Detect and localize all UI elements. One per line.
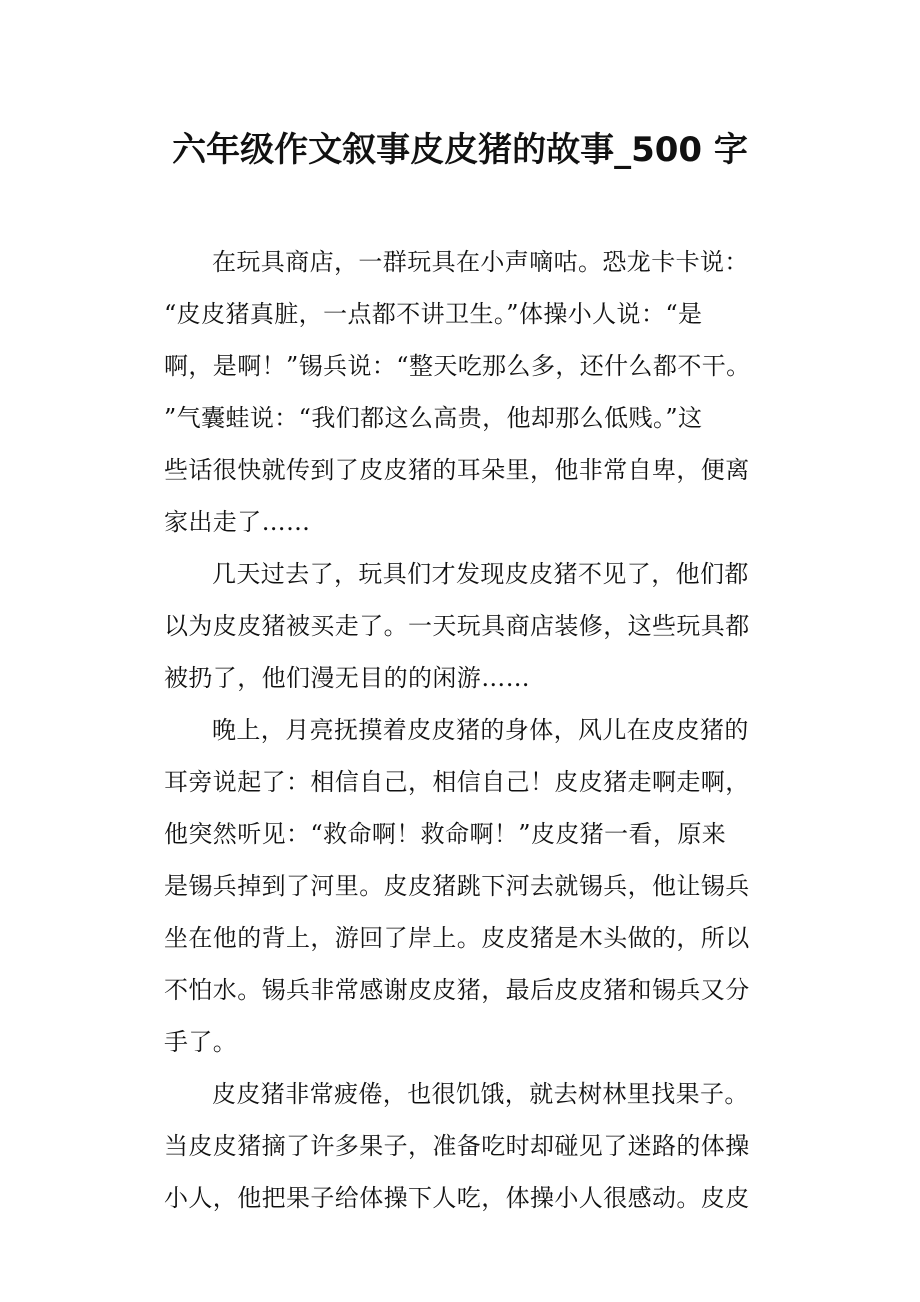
text-line: “皮皮猪真脏，一点都不讲卫生。”体操小人说：“是	[164, 300, 703, 328]
text-line: ”气囊蛙说：“我们都这么高贵，他却那么低贱。”这	[164, 404, 703, 432]
text-line: 以为皮皮猪被买走了。一天玩具商店装修，这些玩具都	[164, 612, 750, 640]
text-line: 坐在他的背上，游回了岸上。皮皮猪是木头做的，所以	[164, 924, 750, 952]
text-line: 些话很快就传到了皮皮猪的耳朵里，他非常自卑，便离	[164, 456, 750, 484]
text-line: 被扔了，他们漫无目的的闲游……	[164, 664, 530, 692]
document-body	[164, 236, 764, 1224]
text-line: 不怕水。锡兵非常感谢皮皮猪，最后皮皮猪和锡兵又分	[164, 976, 750, 1004]
text-line: 当皮皮猪摘了许多果子，准备吃时却碰见了迷路的体操	[164, 1132, 750, 1160]
text-line: 晚上，月亮抚摸着皮皮猪的身体，风儿在皮皮猪的	[212, 716, 749, 744]
text-line: 在玩具商店，一群玩具在小声嘀咕。恐龙卡卡说：	[212, 248, 749, 276]
text-line: 是锡兵掉到了河里。皮皮猪跳下河去就锡兵，他让锡兵	[164, 872, 750, 900]
text-line: 家出走了……	[164, 508, 311, 536]
text-line: 手了。	[164, 1028, 238, 1056]
text-line: 小人，他把果子给体操下人吃，体操小人很感动。皮皮	[164, 1184, 750, 1212]
text-line: 啊，是啊！”锡兵说：“整天吃那么多，还什么都不干。	[164, 352, 751, 380]
document-title: 六年级作文叙事皮皮猪的故事_500 字	[172, 130, 748, 170]
text-line: 耳旁说起了：相信自己，相信自己！皮皮猪走啊走啊，	[164, 768, 750, 796]
text-line: 几天过去了，玩具们才发现皮皮猪不见了，他们都	[212, 560, 749, 588]
text-line: 皮皮猪非常疲倦，也很饥饿，就去树林里找果子。	[212, 1080, 749, 1108]
text-line: 他突然听见：“救命啊！救命啊！”皮皮猪一看，原来	[164, 820, 727, 848]
